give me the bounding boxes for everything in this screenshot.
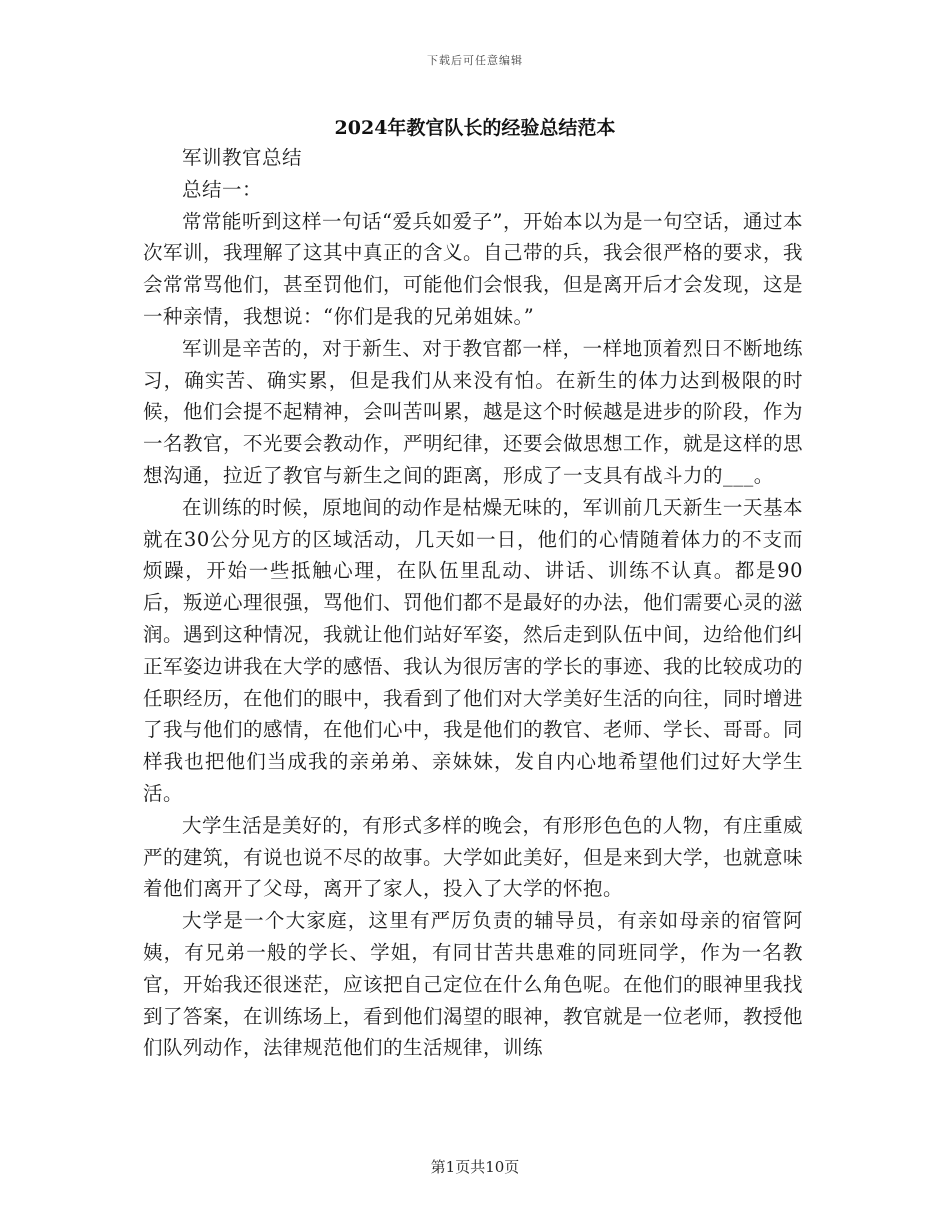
page-number: 第1页共10页: [430, 1158, 520, 1176]
body-paragraph: 大学生活是美好的，有形式多样的晚会，有形形色色的人物，有庄重威严的建筑，有说也说不尽的故事。大学如此美好，但是来到大学，也就意味着他们离开了父母，离开了家人，投入了大学的怀抱。: [143, 813, 804, 901]
body-paragraph: 常常能听到这样一句话“爱兵如爱子”，开始本以为是一句空话，通过本次军训，我理解了这其中真正的含义。自己带的兵，我会很严格的要求，我会常常骂他们，甚至罚他们，可能他们会恨我，但是离开后才会发现，这是一种亲情，我想说：“你们是我的兄弟姐妹。”: [143, 209, 804, 328]
document-body: [143, 142, 803, 1064]
subsection-heading: 总结一：: [182, 177, 263, 201]
body-paragraph: 军训是辛苦的，对于新生、对于教官都一样，一样地顶着烈日不断地练习，确实苦、确实累，但是我们从来没有怕。在新生的体力达到极限的时候，他们会提不起精神，会叫苦叫累，越是这个时候越是进步的阶段，作为一名教官，不光要会教动作，严明纪律，还要会做思想工作，就是这样的思想沟通，拉近了教官与新生之间的距离，形成了一支具有战斗力的___。: [143, 336, 804, 487]
section-heading: 军训教官总结: [182, 146, 303, 169]
body-paragraph: 大学是一个大家庭，这里有严厉负责的辅导员，有亲如母亲的宿管阿姨，有兄弟一般的学长、学姐，有同甘苦共患难的同班同学，作为一名教官，开始我还很迷茫，应该把自己定位在什么角色呢。在他们的眼神里我找到了答案，在训练场上，看到他们渴望的眼神，教官就是一位老师，教授他们队列动作，法律规范他们的生活规律，训练: [143, 909, 804, 1060]
document-title: 2024年教官队长的经验总结范本: [334, 117, 616, 139]
header-note: 下载后可任意编辑: [427, 54, 523, 67]
body-paragraph: 在训练的时候，原地间的动作是枯燥无味的，军训前几天新生一天基本就在30公分见方的区域活动，几天如一日，他们的心情随着体力的不支而烦躁，开始一些抵触心理，在队伍里乱动、讲话、训练不认真。都是90后，叛逆心理很强，骂他们、罚他们都不是最好的办法，他们需要心灵的滋润。遇到这种情况，我就让他们站好军姿，然后走到队伍中间，边给他们纠正军姿边讲我在大学的感悟、我认为很厉害的学长的事迹、我的比较成功的任职经历，在他们的眼中，我看到了他们对大学美好生活的向往，同时增进了我与他们的感情，在他们心中，我是他们的教官、老师、学长、哥哥。同样我也把他们当成我的亲弟弟、亲妹妹，发自内心地希望他们过好大学生活。: [143, 495, 804, 805]
